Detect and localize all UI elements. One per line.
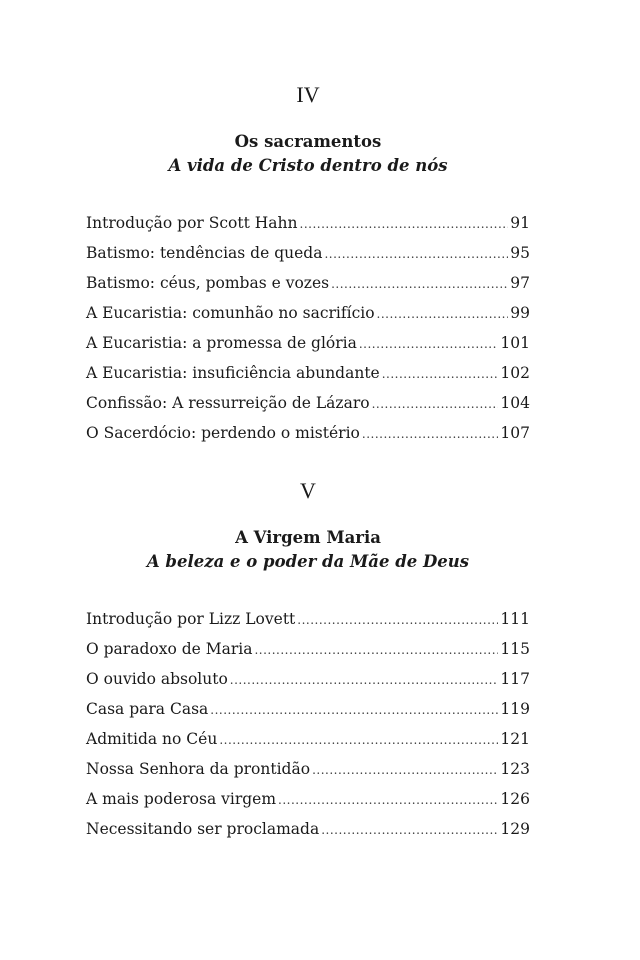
dot-leader <box>230 665 499 695</box>
toc-entry-page: 126 <box>500 790 530 808</box>
toc-entry-title: Batismo: tendências de queda <box>86 244 323 262</box>
toc-entry-title: Nossa Senhora da prontidão <box>86 760 311 778</box>
toc-entry[interactable] <box>86 298 530 328</box>
toc-entry-title: A mais poderosa virgem <box>86 790 277 808</box>
toc-entry-page: 99 <box>510 304 530 322</box>
dot-leader <box>382 359 499 389</box>
toc-entry-title: Introdução por Scott Hahn <box>86 214 298 232</box>
toc-entry-page: 102 <box>500 364 530 382</box>
toc-entry-page: 104 <box>500 394 530 412</box>
toc-entry-title: O paradoxo de Maria <box>86 640 253 658</box>
dot-leader <box>254 635 498 665</box>
toc-entry-page: 121 <box>500 730 530 748</box>
toc-entry-page: 115 <box>500 640 530 658</box>
dot-leader <box>210 695 498 725</box>
section-title: A Virgem Maria <box>235 528 381 547</box>
dot-leader <box>377 299 509 329</box>
section-subtitle: A beleza e o poder da Mãe de Deus <box>146 552 470 571</box>
toc-entry-title: Admitida no Céu <box>86 730 218 748</box>
toc-section-iv <box>86 82 530 448</box>
dot-leader <box>324 239 508 269</box>
toc-entry[interactable] <box>86 604 530 634</box>
toc-entry[interactable] <box>86 694 530 724</box>
dot-leader <box>321 815 498 845</box>
toc-entry[interactable] <box>86 358 530 388</box>
toc-entry[interactable] <box>86 664 530 694</box>
toc-entry[interactable] <box>86 388 530 418</box>
toc-entry-page: 101 <box>500 334 530 352</box>
toc-entry-page: 129 <box>500 820 530 838</box>
toc-entry-title: O Sacerdócio: perdendo o mistério <box>86 424 360 442</box>
dot-leader <box>300 209 509 239</box>
dot-leader <box>359 329 499 359</box>
dot-leader <box>297 605 498 635</box>
toc-entry-page: 97 <box>510 274 530 292</box>
section-numeral: V <box>300 478 316 503</box>
toc-list <box>86 604 530 844</box>
dot-leader <box>312 755 498 785</box>
toc-section-v <box>86 478 530 844</box>
dot-leader <box>372 389 499 419</box>
toc-entry-title: Necessitando ser proclamada <box>86 820 320 838</box>
toc-entry[interactable] <box>86 814 530 844</box>
section-numeral: IV <box>296 82 320 107</box>
toc-entry-title: Confissão: A ressurreição de Lázaro <box>86 394 370 412</box>
toc-entry-page: 95 <box>510 244 530 262</box>
toc-entry[interactable] <box>86 754 530 784</box>
toc-entry[interactable] <box>86 634 530 664</box>
toc-entry[interactable] <box>86 208 530 238</box>
toc-entry[interactable] <box>86 238 530 268</box>
toc-entry-title: Introdução por Lizz Lovett <box>86 610 296 628</box>
toc-entry-page: 123 <box>500 760 530 778</box>
toc-entry-title: Casa para Casa <box>86 700 209 718</box>
dot-leader <box>278 785 498 815</box>
toc-entry[interactable] <box>86 328 530 358</box>
dot-leader <box>362 419 499 449</box>
toc-entry-page: 91 <box>510 214 530 232</box>
toc-entry-page: 117 <box>500 670 530 688</box>
toc-entry-title: A Eucaristia: a promessa de glória <box>86 334 357 352</box>
toc-entry-title: A Eucaristia: comunhão no sacrifício <box>86 304 375 322</box>
dot-leader <box>219 725 498 755</box>
toc-entry[interactable] <box>86 724 530 754</box>
toc-entry-title: Batismo: céus, pombas e vozes <box>86 274 330 292</box>
toc-entry-title: O ouvido absoluto <box>86 670 228 688</box>
toc-entry-title: A Eucaristia: insuficiência abundante <box>86 364 380 382</box>
dot-leader <box>331 269 508 299</box>
toc-list <box>86 208 530 448</box>
toc-entry-page: 111 <box>500 610 530 628</box>
toc-entry-page: 107 <box>500 424 530 442</box>
toc-entry[interactable] <box>86 784 530 814</box>
section-subtitle: A vida de Cristo dentro de nós <box>168 156 448 175</box>
toc-entry-page: 119 <box>500 700 530 718</box>
section-title: Os sacramentos <box>234 132 382 151</box>
toc-entry[interactable] <box>86 418 530 448</box>
toc-entry[interactable] <box>86 268 530 298</box>
